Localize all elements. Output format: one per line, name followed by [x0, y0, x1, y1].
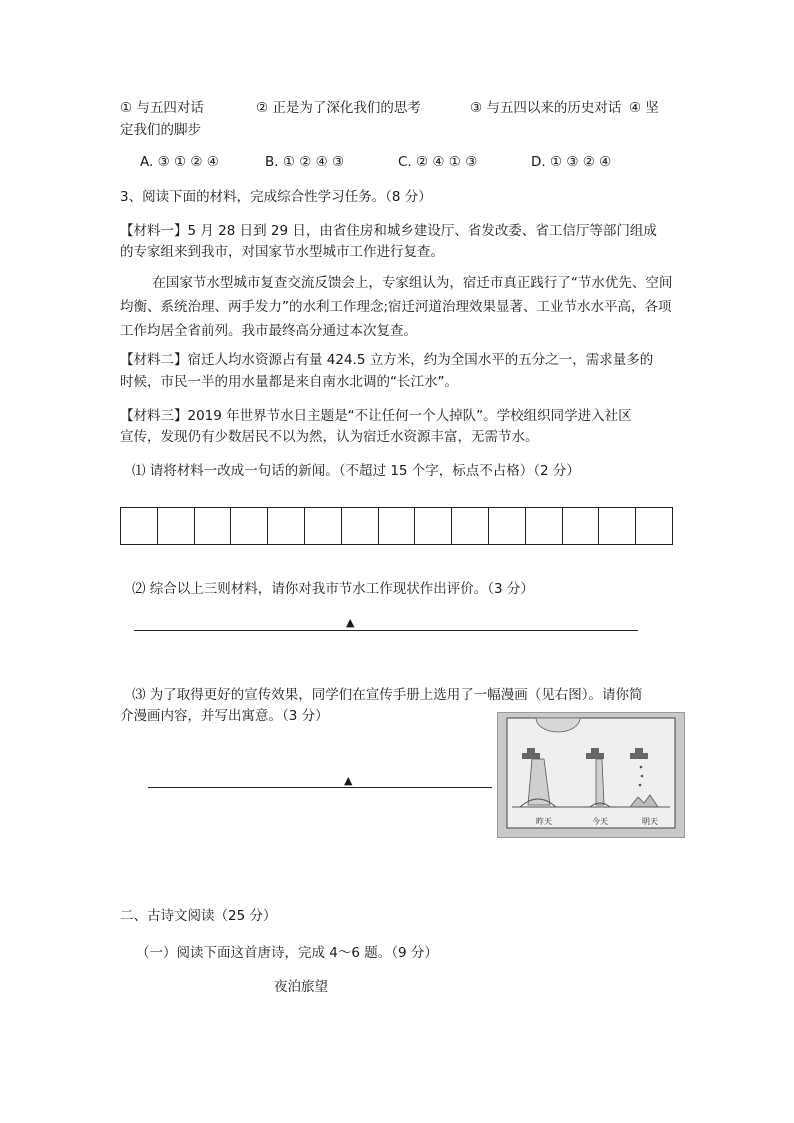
poem-title: 夜泊旅望: [274, 979, 328, 995]
caption-tomorrow: 明天: [642, 817, 658, 826]
choice-b: B. ① ② ④ ③: [265, 154, 345, 170]
grid-cell[interactable]: [268, 508, 305, 545]
answer-marker-triangle: ▲: [346, 616, 355, 629]
grid-cell[interactable]: [562, 508, 599, 545]
grid-cell[interactable]: [452, 508, 489, 545]
answer-choices: [140, 150, 660, 174]
grid-cell[interactable]: [378, 508, 415, 545]
grid-cell[interactable]: [194, 508, 231, 545]
sub-question-2: ⑵ 综合以上三则材料，请你对我市节水工作现状作出评价。（3 分）: [132, 581, 534, 597]
grid-cell[interactable]: [341, 508, 378, 545]
sub-question-1: ⑴ 请将材料一改成一句话的新闻。（不超过 15 个字，标点不占格）（2 分）: [132, 463, 580, 479]
material-3-line-2: 宣传，发现仍有少数居民不以为然，认为宿迁水资源丰富，无需节水。: [120, 429, 539, 445]
sub-question-3-line-2: 介漫画内容，并写出寓意。（3 分）: [120, 708, 329, 724]
choice-c: C. ② ④ ① ③: [398, 154, 478, 170]
choice-a: A. ③ ① ② ④: [140, 154, 219, 170]
option-1: ① 与五四对话: [120, 100, 204, 116]
grid-cell[interactable]: [304, 508, 341, 545]
options-continuation: 定我们的脚步: [120, 122, 201, 138]
grid-cell[interactable]: [121, 508, 158, 545]
choice-d: D. ① ③ ② ④: [531, 154, 612, 170]
material-2-line-1: 【材料二】宿迁人均水资源占有量 424.5 立方米，约为全国水平的五分之一，需求量多的: [120, 352, 654, 368]
water-cartoon-image: [497, 712, 685, 838]
option-3: ③ 与五四以来的历史对话: [470, 100, 622, 116]
options-row: [120, 96, 680, 120]
answer-line-2[interactable]: [134, 630, 638, 631]
grid-cell[interactable]: [415, 508, 452, 545]
material-2-line-2: 时候，市民一半的用水量都是来自南水北调的“长江水”。: [120, 374, 458, 390]
sub-question-3-line-1: ⑶ 为了取得更好的宣传效果，同学们在宣传手册上选用了一幅漫画（见右图）。请你简: [132, 687, 643, 703]
caption-today: 今天: [592, 817, 608, 826]
grid-cell[interactable]: [636, 508, 673, 545]
option-2: ② 正是为了深化我们的思考: [256, 100, 421, 116]
material-3-line-1: 【材料三】2019 年世界节水日主题是“不让任何一个人掉队”。学校组织同学进入社区: [120, 408, 632, 424]
caption-yesterday: 昨天: [536, 817, 552, 826]
answer-marker-triangle: ▲: [344, 774, 353, 787]
sub-section-1-heading: （一）阅读下面这首唐诗，完成 4～6 题。（9 分）: [136, 945, 438, 961]
grid-cell[interactable]: [599, 508, 636, 545]
question-3-title: 3、阅读下面的材料，完成综合性学习任务。（8 分）: [120, 189, 432, 205]
answer-line-3[interactable]: [148, 787, 492, 788]
material-1-line-1: 【材料一】5 月 28 日到 29 日，由省住房和城乡建设厅、省发改委、省工信厅等部门组成: [120, 223, 657, 239]
grid-cell[interactable]: [231, 508, 268, 545]
option-4: ④ 坚: [629, 100, 659, 116]
material-1-line-2: 的专家组来到我市，对国家节水型城市工作进行复查。: [120, 244, 444, 260]
grid-cell[interactable]: [488, 508, 525, 545]
grid-cell[interactable]: [525, 508, 562, 545]
material-1-paragraph-2: 在国家节水型城市复查交流反馈会上，专家组认为，宿迁市真正践行了“节水优先、空间均衡、系统治理、两手发力”的水利工作理念;宿迁河道治理效果显著、工业节水水平高，各项工作均居全省前列。我市最终高分通过本次复查。: [120, 275, 673, 339]
section-2-heading: 二、古诗文阅读（25 分）: [120, 908, 277, 924]
grid-cell[interactable]: [157, 508, 194, 545]
answer-grid[interactable]: [120, 507, 673, 545]
